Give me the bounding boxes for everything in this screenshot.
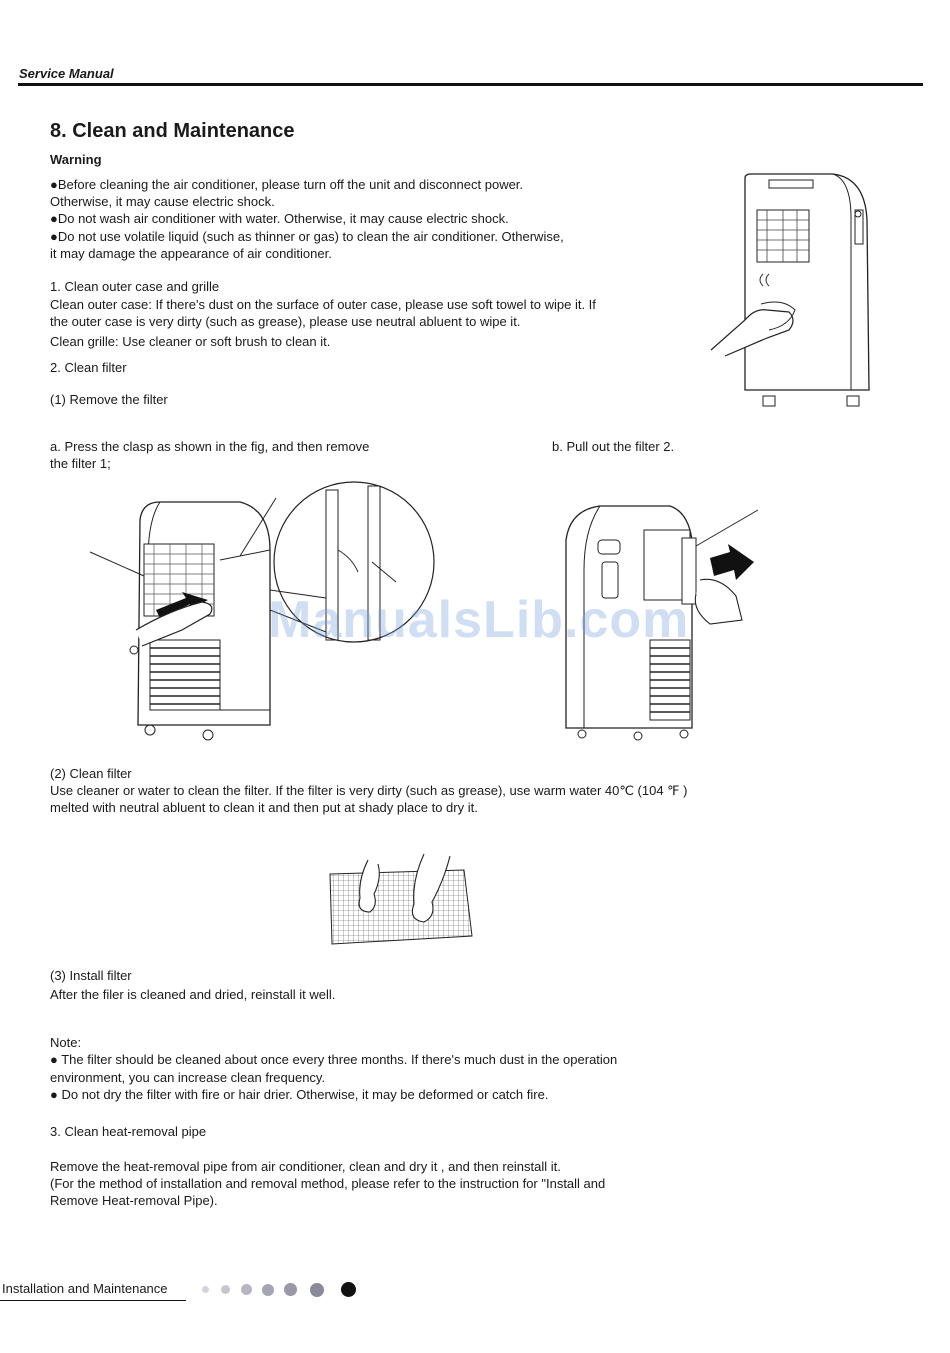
step-b-line: b. Pull out the filter 2. [552, 439, 675, 454]
footer-dot [341, 1282, 356, 1297]
note-title: Note: [50, 1035, 82, 1050]
footer-dot [310, 1283, 324, 1297]
header-title: Service Manual [19, 66, 114, 81]
footer-dot [284, 1283, 297, 1296]
step-a-line-2: the filter 1; [50, 456, 111, 471]
ac-unit-wiping-illustration [705, 170, 875, 410]
warning-line-5: it may damage the appearance of air conditioner. [50, 246, 332, 261]
clean-filter-title: (2) Clean filter [50, 766, 132, 781]
warning-label: Warning [50, 152, 102, 167]
footer-rule [0, 1300, 186, 1301]
step1-line-2: the outer case is very dirty (such as grease), please use neutral abluent to wipe it. [50, 314, 521, 329]
note-line-3: ● Do not dry the filter with fire or hair drier. Otherwise, it may be deformed or catch fire. [50, 1087, 549, 1102]
warning-line-1: ●Before cleaning the air conditioner, please turn off the unit and disconnect power. [50, 177, 524, 192]
step3-line-2: (For the method of installation and removal method, please refer to the instruction for "Install and [50, 1176, 606, 1191]
footer-label: Installation and Maintenance [2, 1281, 168, 1296]
warning-line-2: Otherwise, it may cause electric shock. [50, 194, 275, 209]
step3-line-3: Remove Heat-removal Pipe). [50, 1193, 218, 1208]
note-line-2: environment, you can increase clean frequency. [50, 1070, 326, 1085]
section-title: 8. Clean and Maintenance [50, 120, 295, 142]
filter-washing-illustration [328, 850, 474, 946]
step3-title: 3. Clean heat-removal pipe [50, 1124, 207, 1139]
step2-title: 2. Clean filter [50, 360, 127, 375]
warning-line-4: ●Do not use volatile liquid (such as thinner or gas) to clean the air conditioner. Otherwise, [50, 229, 564, 244]
step1-title: 1. Clean outer case and grille [50, 279, 220, 294]
clean-filter-line-1: Use cleaner or water to clean the filter. If the filter is very dirty (such as grease), use warm water 40℃ (104 ℉ ) [50, 783, 688, 798]
footer-dot [221, 1285, 230, 1294]
install-filter-line: After the filer is cleaned and dried, reinstall it well. [50, 987, 336, 1002]
clean-filter-line-2: melted with neutral abluent to clean it and then put at shady place to dry it. [50, 800, 478, 815]
footer-dot [202, 1286, 209, 1293]
step-a-line-1: a. Press the clasp as shown in the fig, and then remove [50, 439, 370, 454]
step3-line-1: Remove the heat-removal pipe from air conditioner, clean and dry it , and then reinstall it. [50, 1159, 561, 1174]
step1-line-3: Clean grille: Use cleaner or soft brush to clean it. [50, 334, 331, 349]
footer-dot [262, 1284, 274, 1296]
remove-filter-title: (1) Remove the filter [50, 392, 168, 407]
note-line-1: ● The filter should be cleaned about once every three months. If there's much dust in the operation [50, 1052, 618, 1067]
step1-line-1: Clean outer case: If there's dust on the surface of outer case, please use soft towel to wipe it. If [50, 297, 596, 312]
watermark: ManualsLib.com [268, 591, 690, 649]
install-filter-title: (3) Install filter [50, 968, 132, 983]
header-rule [18, 83, 923, 86]
footer-dot [241, 1284, 252, 1295]
warning-line-3: ●Do not wash air conditioner with water. Otherwise, it may cause electric shock. [50, 211, 509, 226]
